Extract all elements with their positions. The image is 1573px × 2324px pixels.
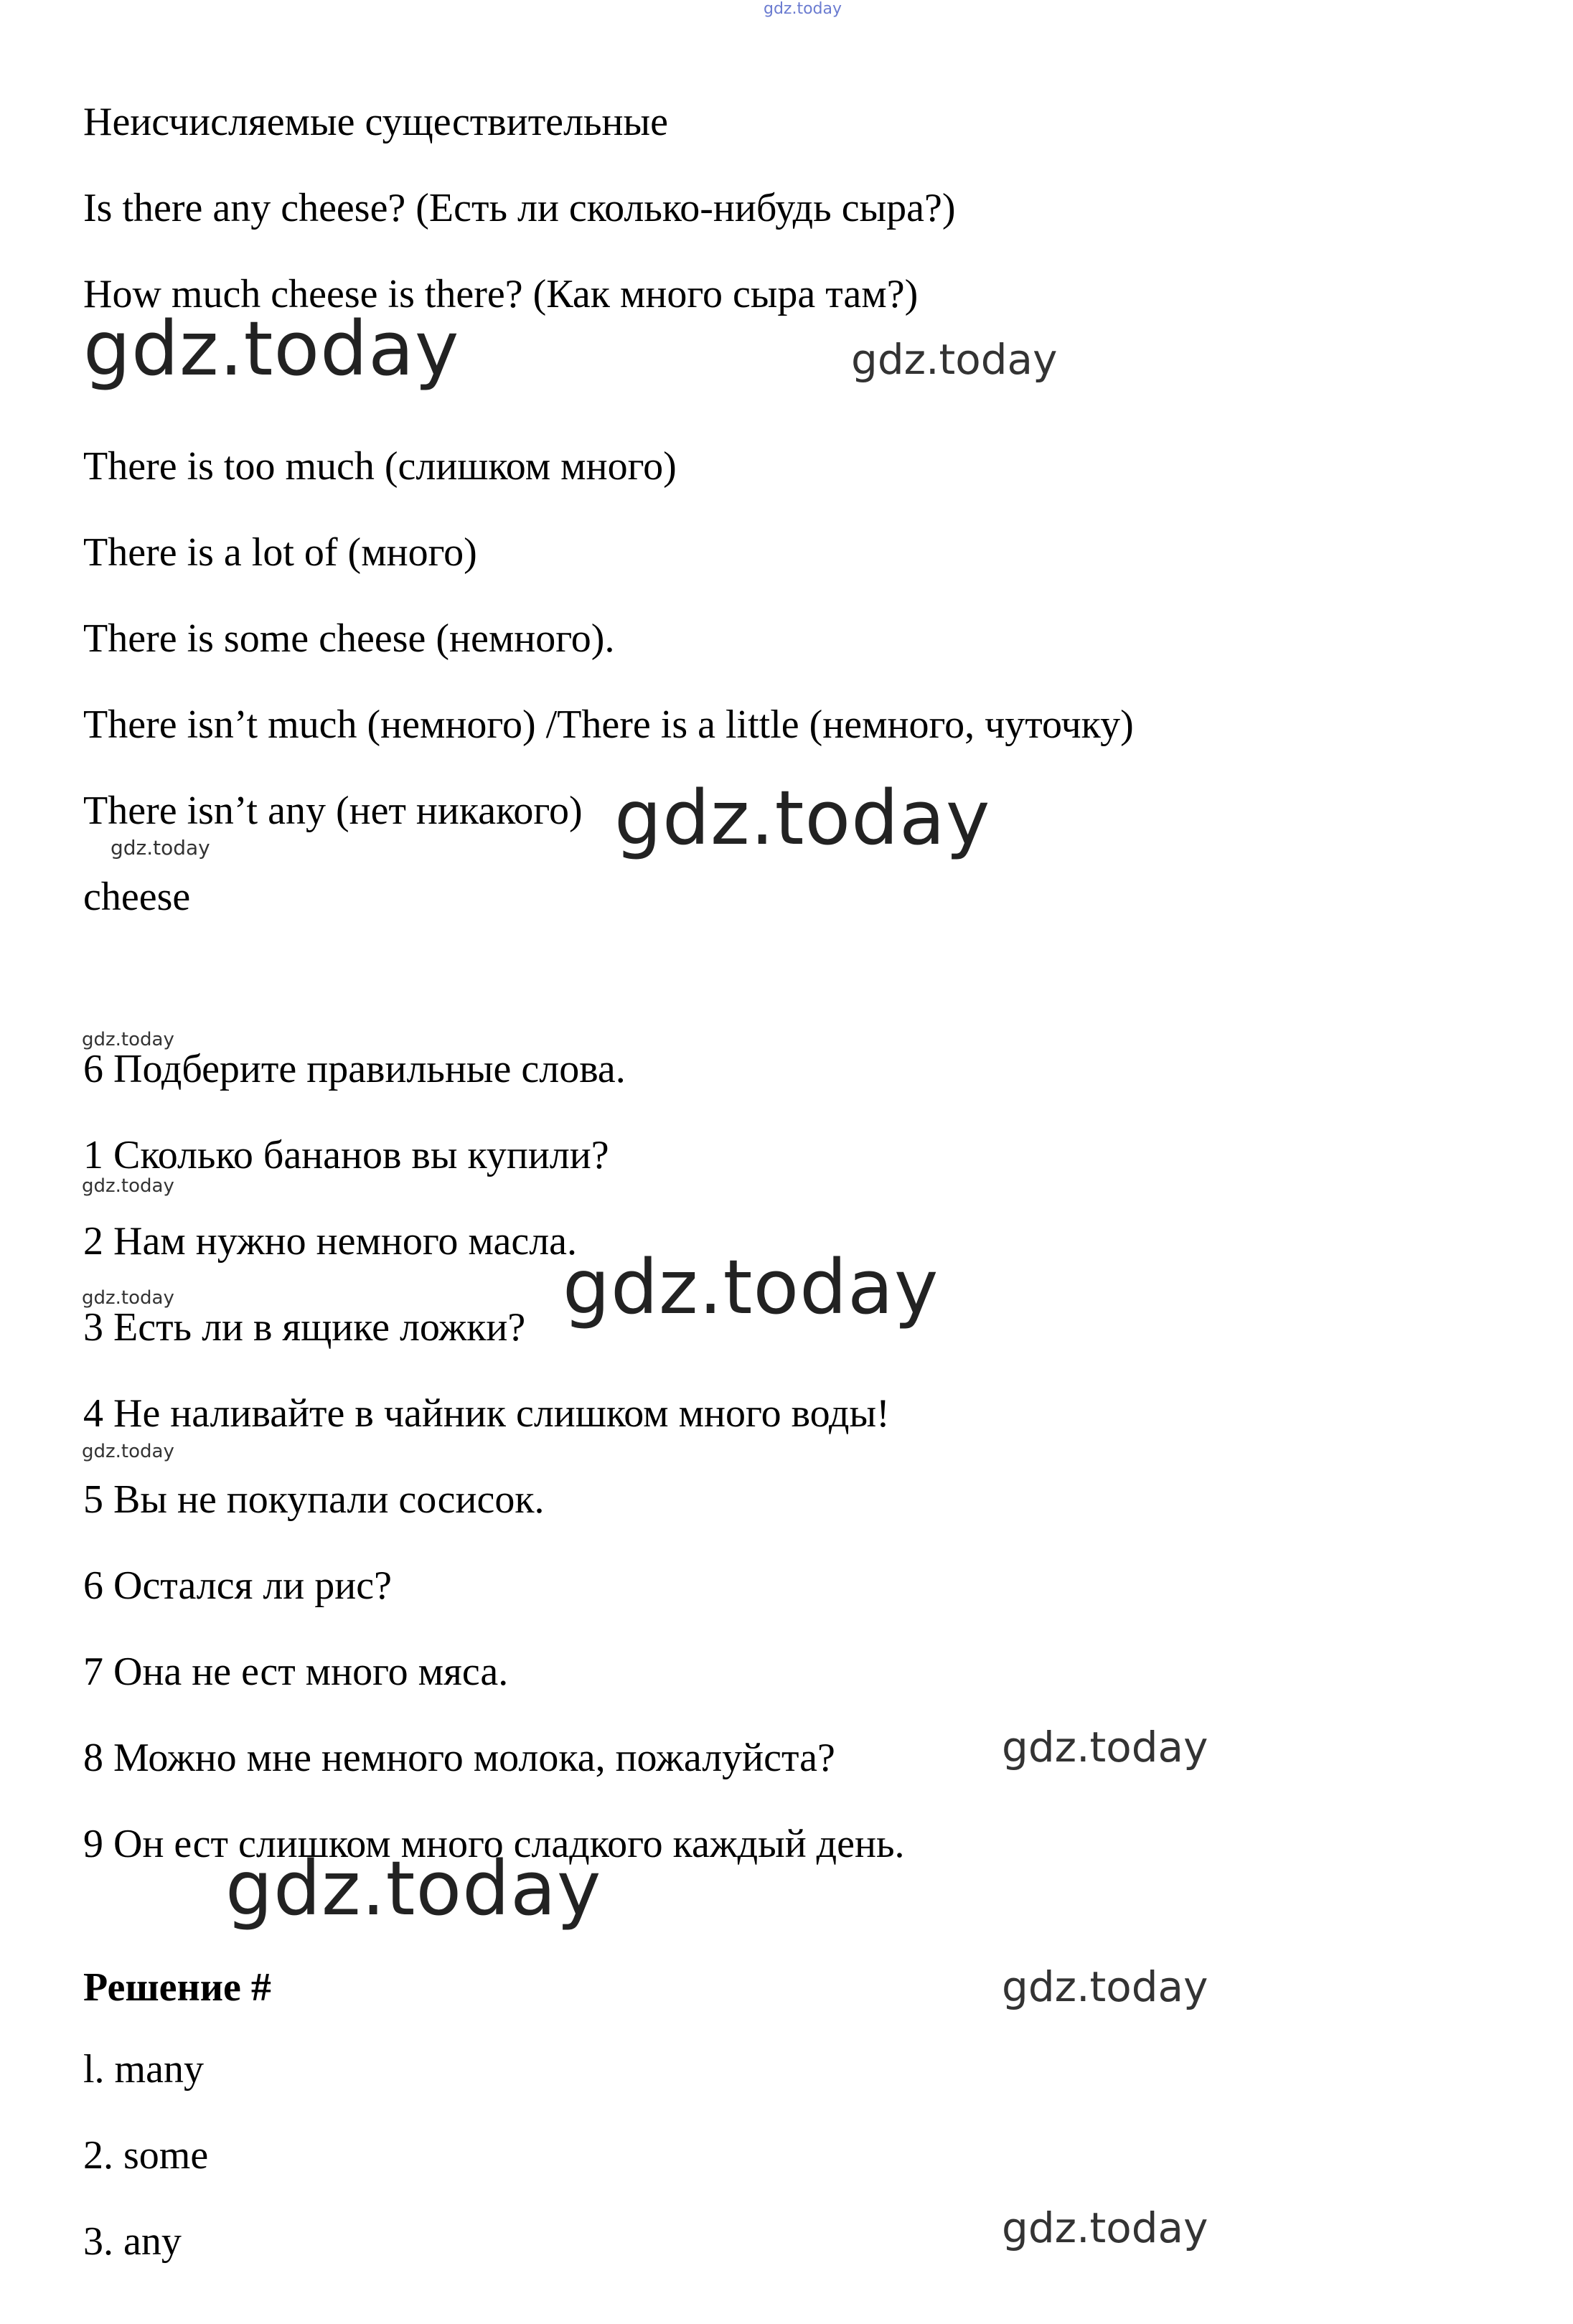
watermark: gdz.today: [83, 305, 460, 392]
answer-a-lot-of: There is a lot of (много): [83, 530, 477, 575]
exercise-item: 7 Она не ест много мяса.: [83, 1650, 509, 1694]
exercise-item: 9 Он ест слишком много сладкого каждый день.: [83, 1822, 905, 1866]
watermark: gdz.today: [111, 836, 210, 860]
exercise-item: 1 Сколько бананов вы купили?: [83, 1133, 609, 1177]
watermark: gdz.today: [614, 774, 991, 862]
watermark: gdz.today: [1002, 2203, 1208, 2252]
exercise-item: 2 Нам нужно немного масла.: [83, 1219, 577, 1264]
watermark: gdz.today: [82, 1029, 174, 1050]
answer-too-much: There is too much (слишком много): [83, 444, 677, 489]
question-any-cheese: Is there any cheese? (Есть ли сколько-нибудь сыра?): [83, 186, 956, 230]
watermark-top: gdz.today: [764, 0, 842, 18]
watermark: gdz.today: [1002, 1723, 1208, 1772]
watermark: gdz.today: [563, 1243, 939, 1331]
answer-isnt-any: There isn’t any (нет никакого): [83, 789, 583, 833]
question-how-much-cheese: How much cheese is there? (Как много сыра там?): [83, 272, 919, 316]
solution-heading: Решение #: [83, 1965, 271, 2010]
exercise-item: 4 Не наливайте в чайник слишком много воды!: [83, 1391, 890, 1436]
solution-answer: l. many: [83, 2047, 204, 2092]
section-heading: Неисчисляемые существительные: [83, 100, 668, 144]
exercise-item: 8 Можно мне немного молока, пожалуйста?: [83, 1736, 835, 1780]
solution-answer: 3. any: [83, 2219, 182, 2264]
noun-cheese: cheese: [83, 875, 191, 919]
watermark: gdz.today: [1002, 1962, 1208, 2011]
watermark: gdz.today: [82, 1175, 174, 1197]
exercise-item: 6 Остался ли рис?: [83, 1563, 392, 1608]
answer-isnt-much: There isn’t much (немного) /There is a little (немного, чуточку): [83, 702, 1134, 747]
watermark: gdz.today: [225, 1845, 602, 1932]
watermark: gdz.today: [82, 1287, 174, 1309]
exercise-title: 6 Подберите правильные слова.: [83, 1047, 626, 1091]
exercise-item: 3 Есть ли в ящике ложки?: [83, 1305, 526, 1350]
answer-some-cheese: There is some cheese (немного).: [83, 616, 615, 661]
watermark: gdz.today: [82, 1441, 174, 1462]
solution-answer: 2. some: [83, 2133, 209, 2178]
watermark: gdz.today: [851, 335, 1058, 384]
exercise-item: 5 Вы не покупали сосисок.: [83, 1477, 545, 1522]
